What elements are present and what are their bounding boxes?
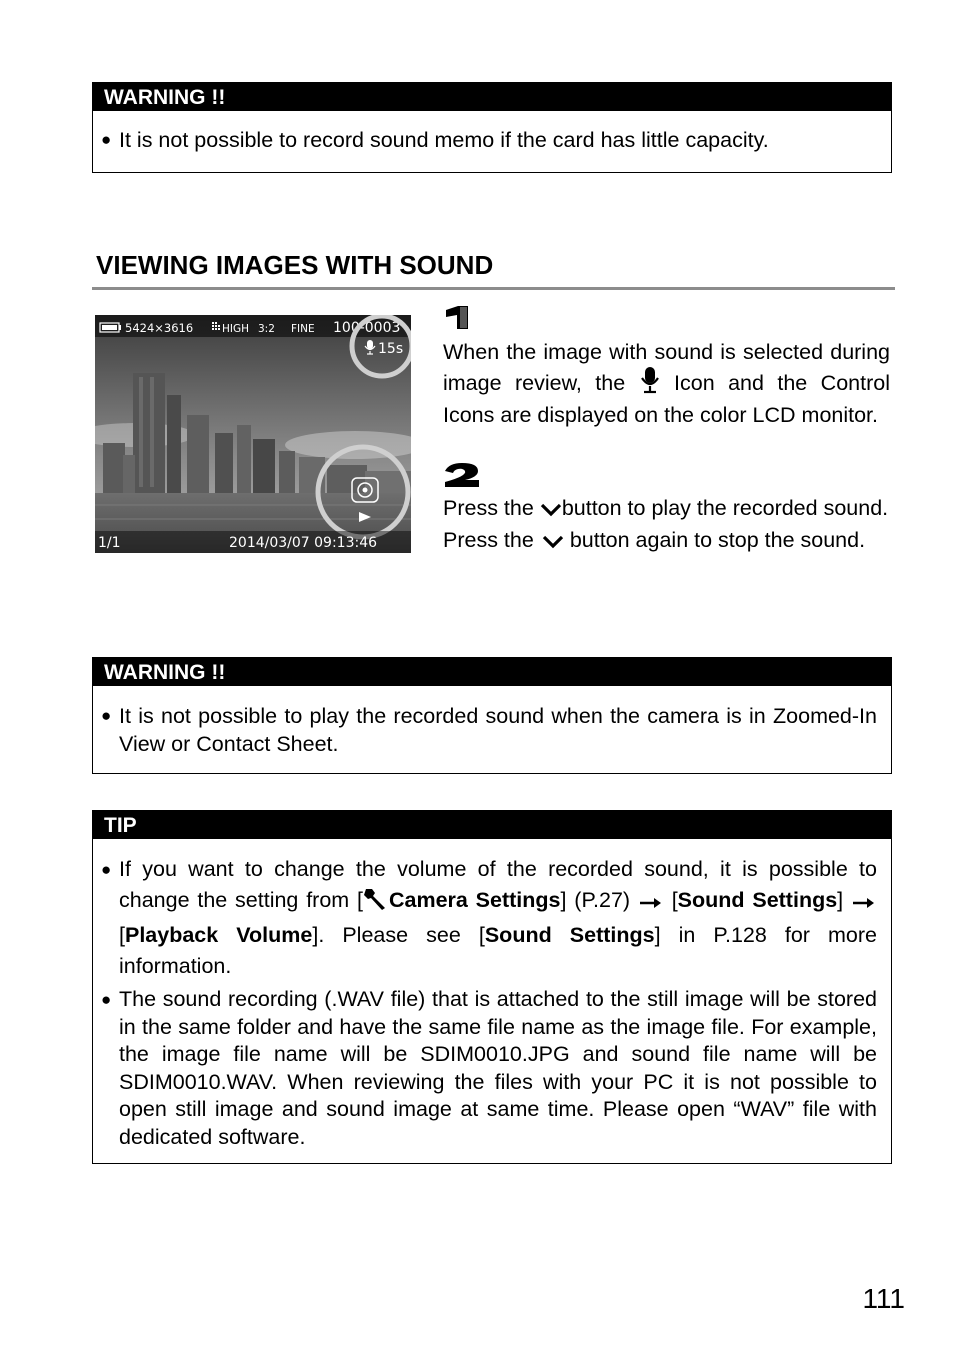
warning-heading: WARNING !!: [93, 83, 891, 111]
arrow-right-icon: [638, 889, 664, 920]
bullet-dot: ●: [101, 706, 112, 725]
step-number-1: [443, 305, 890, 333]
bullet-dot: ●: [101, 860, 112, 879]
warning-box: [92, 82, 892, 173]
lcd-quality: HIGH: [222, 323, 250, 335]
section-title: VIEWING IMAGES WITH SOUND: [96, 250, 494, 280]
warning-heading: WARNING !!: [93, 658, 891, 686]
warning-bullet: ● It is not possible to record sound memo if the card has little capacity.: [101, 128, 769, 152]
lcd-screen-image: [95, 315, 411, 553]
step-2-text-play: Press the button to play the recorded sound.: [443, 494, 890, 526]
step-1-text: When the image with sound is selected during image review, the Icon and the Control Icons are displayed on the color LCD monitor.: [443, 340, 890, 427]
page-number: 111: [862, 1283, 905, 1314]
tip-box: [92, 810, 892, 1164]
bullet-dot: ●: [101, 990, 112, 1009]
tip-heading: TIP: [93, 811, 891, 839]
lcd-file-number: 100-0003: [333, 320, 401, 336]
microphone-icon: [639, 366, 661, 401]
lcd-compression: FINE: [291, 323, 315, 335]
section-rule: [92, 287, 895, 290]
lcd-sound-length: 15s: [378, 341, 404, 357]
tip-bullet: ● If you want to change the volume of the recorded sound, it is possible to change the setting from [ Camera Settings] (P.27) [Sound Settings] [Playback Volume]. Please see [Sound Settings] in P.128 for more information.: [101, 854, 877, 982]
city-skyline-photo: [95, 315, 411, 553]
step-2-text-stop: Press the button again to stop the sound.: [443, 526, 890, 558]
lcd-resolution: 5424×3616: [125, 321, 194, 335]
down-arrow-button-icon: [540, 498, 562, 526]
down-arrow-button-icon: [540, 530, 570, 558]
warning-box: [92, 657, 892, 774]
step-2: [443, 462, 890, 558]
step-number-2: [443, 462, 890, 490]
bullet-dot: ●: [101, 130, 112, 149]
lcd-ratio: 3:2: [258, 323, 275, 335]
wrench-icon: [363, 887, 389, 920]
arrow-right-icon: [851, 889, 877, 920]
lcd-frame-count: 1/1: [98, 535, 121, 551]
tip-bullet: ● The sound recording (.WAV file) that is attached to the still image will be stored in the same folder and have the same file name as the image file. For example, the image file name will be SDIM0010.JPG and sound file name will be SDIM0010.WAV. When reviewing the files with your PC it is not possible to open still image and sound image at same time. Please open “WAV” file with dedicated software.: [101, 986, 877, 1151]
step-1: [443, 305, 890, 429]
lcd-datetime: 2014/03/07 09:13:46: [229, 535, 378, 551]
warning-bullet: ● It is not possible to play the recorded sound when the camera is in Zoomed-In View or Contact Sheet.: [101, 704, 877, 756]
